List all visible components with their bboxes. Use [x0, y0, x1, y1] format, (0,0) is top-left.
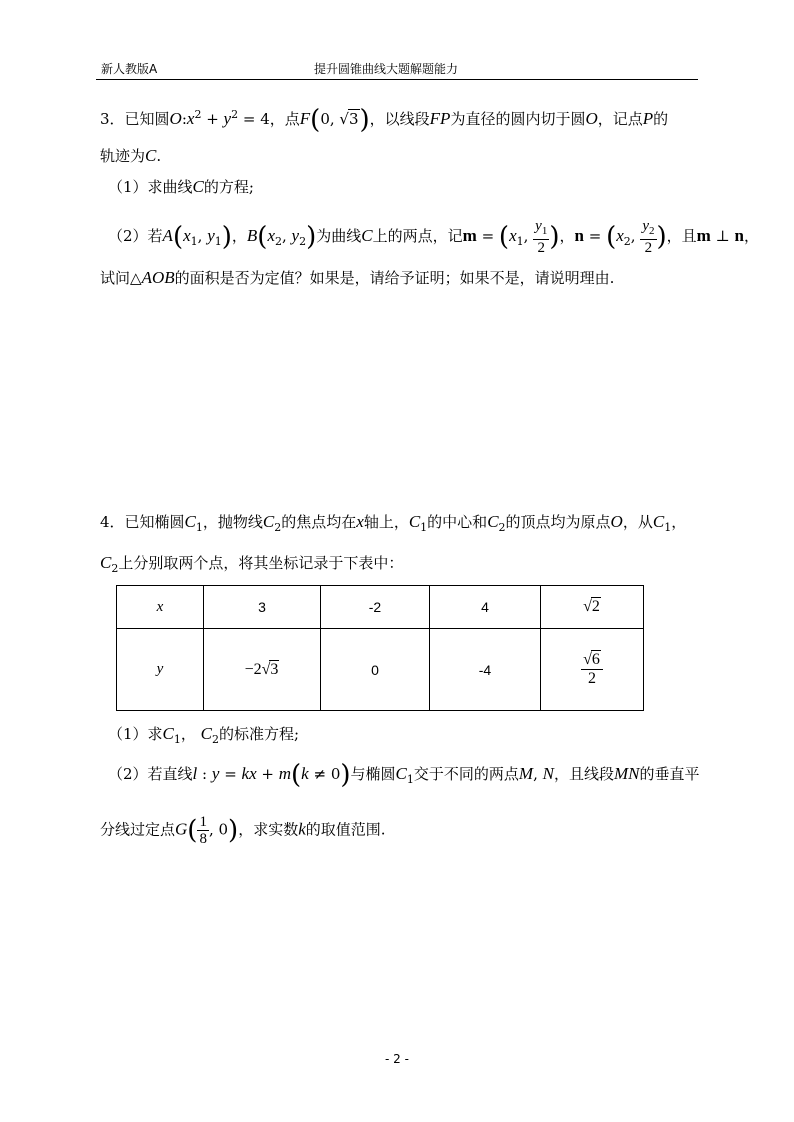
header-left: 新人教版A — [101, 62, 158, 76]
table-row-x — [117, 586, 644, 629]
table-cell: 0 — [321, 629, 430, 711]
table-cell: −2√3 — [204, 629, 321, 711]
table-row-y — [117, 629, 644, 711]
p3-part2: （2）若$A(x_1$, $y_1$)，$B(x_2$, $y_2$)为曲线C上的两点，记$m = (x_1$, $\frac{y_1}{2}$ )，$n = (x_2$, $\frac{y_2}{2}$ )，且m ⊥ n， — [108, 218, 759, 256]
p3-line1: 3．已知圆$O:x^2 + y^2 = 4$，点F(0, √3)，以线段FP为直径的圆内切于圆O，记点P的 — [100, 105, 669, 135]
header-title: 提升圆锥曲线大题解题能力 — [314, 62, 459, 76]
table-header-x: x — [117, 586, 204, 629]
p4-line3: 分线过定点G( $\frac{1}{8}$ , 0)，求实数k的取值范围. — [100, 814, 386, 847]
p4-part2: （2）若直线l : y = kx + m(k ≠ 0)与椭圆$C_1$交于不同的两点M, N，且线段MN的垂直平 — [108, 760, 700, 790]
table-cell: 4 — [430, 586, 541, 629]
table-cell: √2 — [541, 586, 644, 629]
header-rule — [96, 79, 698, 80]
p4-line2: $C_2$上分别取两个点，将其坐标记录于下表中： — [100, 553, 404, 575]
p3-line2: 轨迹为C. — [100, 146, 162, 165]
table-cell: 3 — [204, 586, 321, 629]
page-number: - 2 - — [385, 1052, 409, 1066]
table-cell: -4 — [430, 629, 541, 711]
table-cell: $\frac{√6}{2}$ — [541, 629, 644, 711]
table-cell: -2 — [321, 586, 430, 629]
table-header-y: y — [117, 629, 204, 711]
p3-line5: 试问△AOB的面积是否为定值？如果是，请给予证明；如果不是，请说明理由. — [100, 268, 615, 287]
p3-part1: （1）求曲线C的方程; — [108, 177, 254, 196]
p4-line1: 4．已知椭圆$C_1$，抛物线$C_2$的焦点均在x轴上，$C_1$的中心和$C_2$的顶点均为原点O，从$C_1$， — [100, 512, 687, 534]
coordinate-table — [116, 585, 644, 711]
p4-part1: （1）求$C_1$， $C_2$的标准方程; — [108, 724, 300, 746]
